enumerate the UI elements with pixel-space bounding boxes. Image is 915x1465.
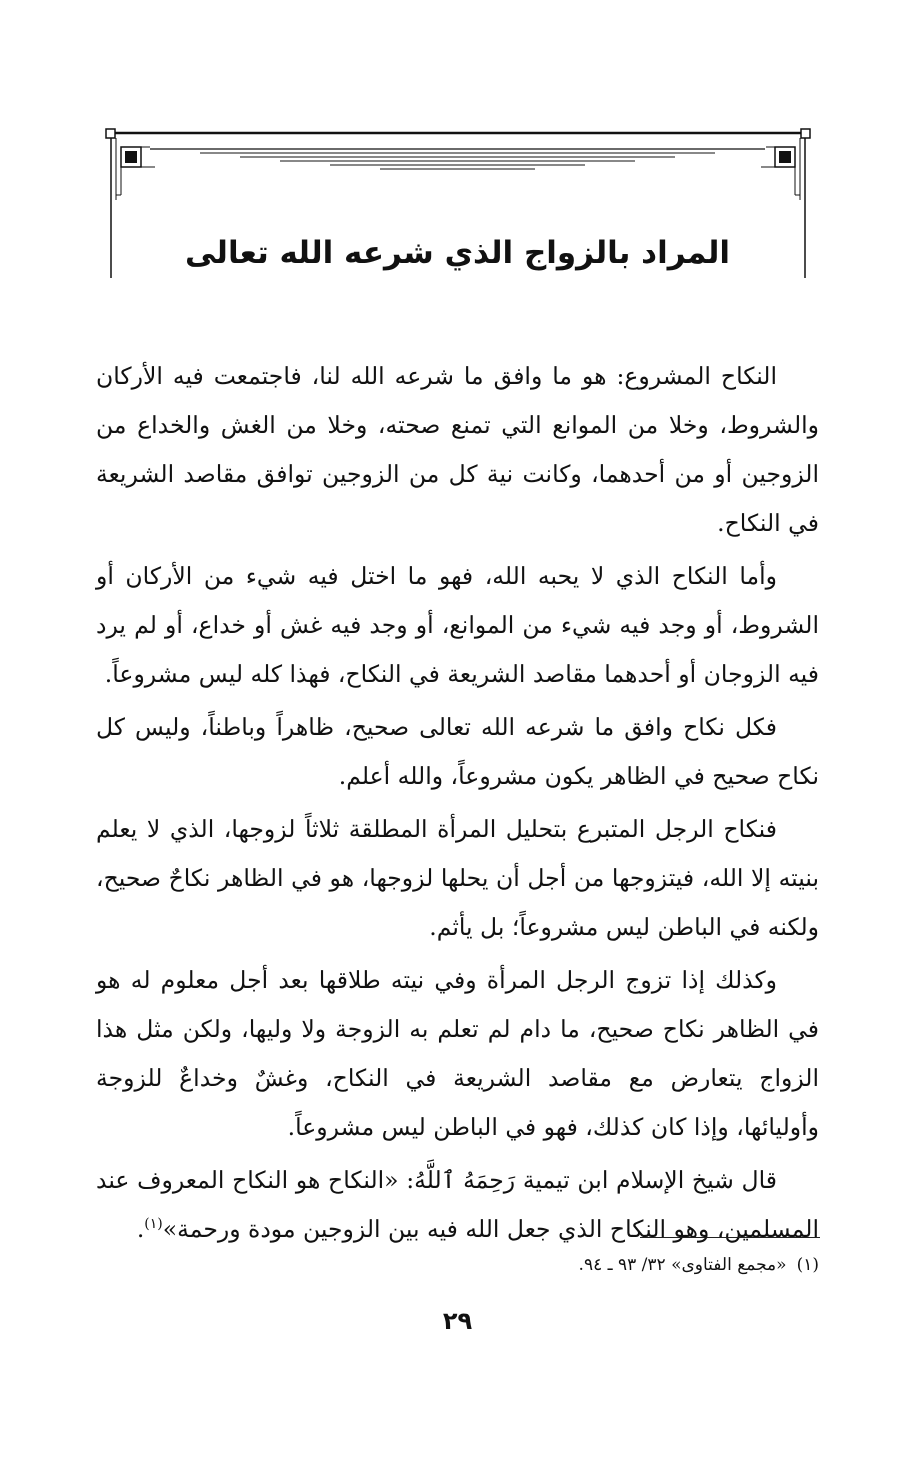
chapter-title: المراد بالزواج الذي شرعه الله تعالى xyxy=(184,235,731,271)
quote-end: . xyxy=(136,1215,145,1243)
quote-paragraph xyxy=(96,1156,819,1254)
paragraph: النكاح المشروع: هو ما وافق ما شرعه الله لنا، فاجتمعت فيه الأركان والشروط، وخلا من الموانع التي تمنع صحته، وخلا من الغش والخداع من الزوجين أو من أحدهما، وكانت نية كل من الزوجين توافق مقاصد الشريعة في النكاح. xyxy=(96,362,819,537)
corner-ornament-right-icon xyxy=(801,129,810,138)
quote-text: قال شيخ الإسلام ابن تيمية رَحِمَهُ ٱللَّهُ: «النكاح هو النكاح المعروف عند المسلمين، وهو النكاح الذي جعل الله فيه بين الزوجين مودة ورحمة» xyxy=(96,1166,819,1243)
footnote-text: «مجمع الفتاوى» ٣٢/ ٩٣ ـ ٩٤. xyxy=(578,1255,787,1275)
footnote xyxy=(96,1250,819,1280)
paragraph: وكذلك إذا تزوج الرجل المرأة وفي نيته طلاقها بعد أجل معلوم له هو في الظاهر نكاح صحيح، ما دام لم تعلم به الزوجة ولا وليها، ولكن مثل هذا الزواج يتعارض مع مقاصد الشريعة في النكاح، وغشٌ وخداعٌ للزوجة وأوليائها، وإذا كان كذلك، فهو في الباطن ليس مشروعاً. xyxy=(96,966,819,1141)
footnote-reference[interactable]: (١) xyxy=(144,1216,163,1233)
page-number: ٢٩ xyxy=(442,1307,473,1335)
paragraph: فكل نكاح وافق ما شرعه الله تعالى صحيح، ظاهراً وباطناً، وليس كل نكاح صحيح في الظاهر يكون مشروعاً، والله أعلم. xyxy=(96,713,819,790)
paragraph: وأما النكاح الذي لا يحبه الله، فهو ما اختل فيه شيء من الأركان أو الشروط، أو وجد فيه شيء من الموانع، أو وجد فيه غش أو خداع، أو لم يرد فيه الزوجان أو أحدهما مقاصد الشريعة في النكاح، فهذا كله ليس مشروعاً. xyxy=(96,562,819,688)
paragraph: فنكاح الرجل المتبرع بتحليل المرأة المطلقة ثلاثاً لزوجها، الذي لا يعلم بنيته إلا الله، فيتزوجها من أجل أن يحلها لزوجها، هو في الظاهر نكاحٌ صحيح، ولكنه في الباطن ليس مشروعاً؛ بل يأثم. xyxy=(96,815,819,941)
footnote-separator xyxy=(640,1237,820,1238)
body-text xyxy=(96,352,819,1258)
footnote-number: (١) xyxy=(796,1255,819,1275)
corner-ornament-left-icon xyxy=(106,129,115,138)
